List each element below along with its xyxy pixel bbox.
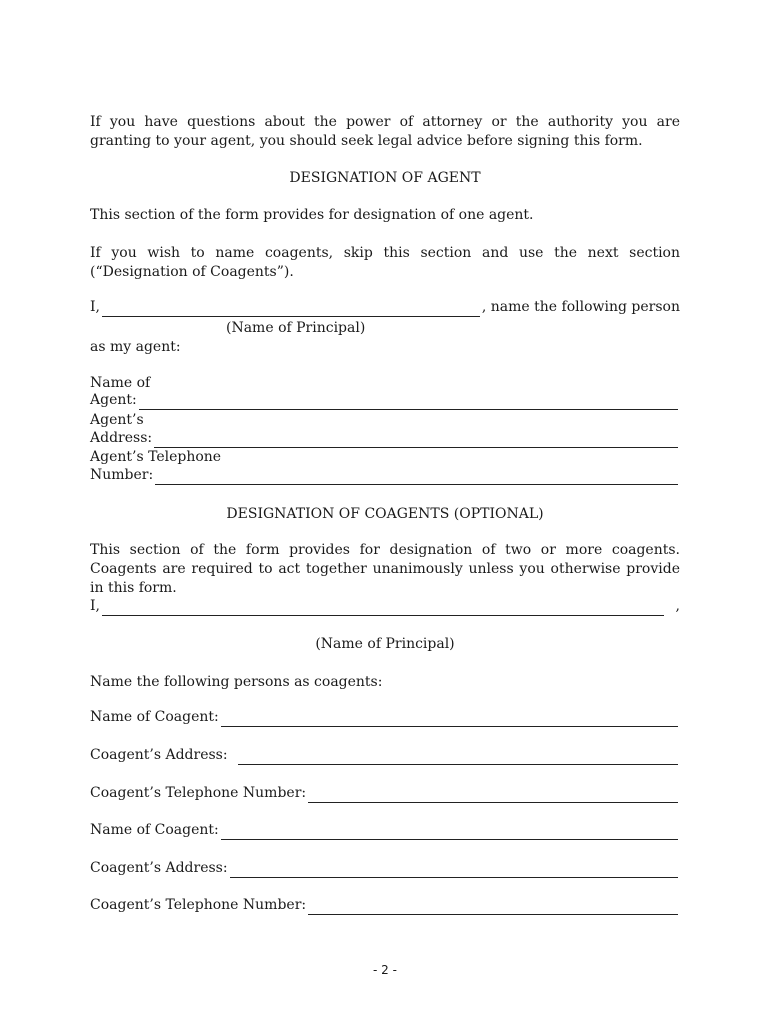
coagent-name-label: Name of Coagent:: [90, 709, 219, 725]
agent-name-row: [90, 391, 680, 410]
coagents-intro-text: Name the following persons as coagents:: [90, 674, 383, 690]
coagent-1-name-row: [90, 708, 680, 727]
coagent-section-heading: DESIGNATION OF COAGENTS (OPTIONAL): [226, 506, 544, 522]
coagent-2-address-field[interactable]: [230, 863, 678, 878]
agent-address-row: [90, 429, 680, 448]
agent-address-field[interactable]: [154, 433, 678, 448]
principal-prefix: I,: [90, 299, 100, 315]
principal-name-caption: (Name of Principal): [226, 320, 366, 336]
coagent-name-label: Name of Coagent:: [90, 822, 219, 838]
coagent-2-name-row: [90, 821, 680, 840]
coagent-skip-note: If you wish to name coagents, skip this section and use the next section (“Designation of Coagents”).: [90, 245, 680, 280]
coagent-1-address-field[interactable]: [238, 750, 678, 765]
as-my-agent-text: as my agent:: [90, 339, 181, 355]
coagent-principal-row: [90, 597, 680, 616]
agent-phone-label-line1: Agent’s Telephone: [90, 449, 222, 465]
agent-phone-field[interactable]: [155, 470, 678, 485]
page-number: - 2 -: [373, 963, 397, 977]
coagent-1-name-field[interactable]: [221, 712, 678, 727]
coagent-principal-prefix: I,: [90, 598, 100, 614]
coagent-1-phone-field[interactable]: [308, 788, 678, 803]
coagent-section-description: This section of the form provides for designation of two or more coagents. Coagents are required to act together unanimously unless you otherwise provide in this form.: [90, 542, 680, 596]
coagent-address-label: Coagent’s Address:: [90, 747, 228, 763]
coagent-1-phone-row: [90, 784, 680, 803]
coagent-2-name-field[interactable]: [221, 825, 678, 840]
principal-suffix: , name the following person: [481, 299, 680, 315]
agent-section-heading: DESIGNATION OF AGENT: [289, 170, 481, 186]
coagent-2-phone-field[interactable]: [308, 900, 678, 915]
principal-name-row: [90, 298, 680, 317]
coagent-1-address-row: [90, 746, 680, 765]
agent-name-field[interactable]: [139, 395, 678, 410]
coagent-phone-label: Coagent’s Telephone Number:: [90, 785, 307, 801]
intro-paragraph: If you have questions about the power of attorney or the authority you are granting to your agent, you should seek legal advice before signing this form.: [90, 114, 680, 149]
agent-phone-row: [90, 466, 680, 485]
agent-name-label: Agent:: [90, 392, 137, 408]
coagent-principal-suffix: ,: [675, 598, 680, 614]
agent-address-label: Address:: [90, 430, 153, 446]
agent-name-label-line1: Name of: [90, 375, 151, 391]
coagent-principal-caption: (Name of Principal): [315, 636, 455, 652]
coagent-phone-label: Coagent’s Telephone Number:: [90, 897, 307, 913]
agent-section-description: This section of the form provides for designation of one agent.: [90, 207, 534, 223]
principal-name-field[interactable]: [102, 302, 480, 317]
coagent-address-label: Coagent’s Address:: [90, 860, 228, 876]
coagent-principal-name-field[interactable]: [102, 601, 664, 616]
coagent-2-phone-row: [90, 896, 680, 915]
coagent-2-address-row: [90, 859, 680, 878]
agent-address-label-line1: Agent’s: [90, 412, 144, 428]
agent-phone-label: Number:: [90, 467, 154, 483]
